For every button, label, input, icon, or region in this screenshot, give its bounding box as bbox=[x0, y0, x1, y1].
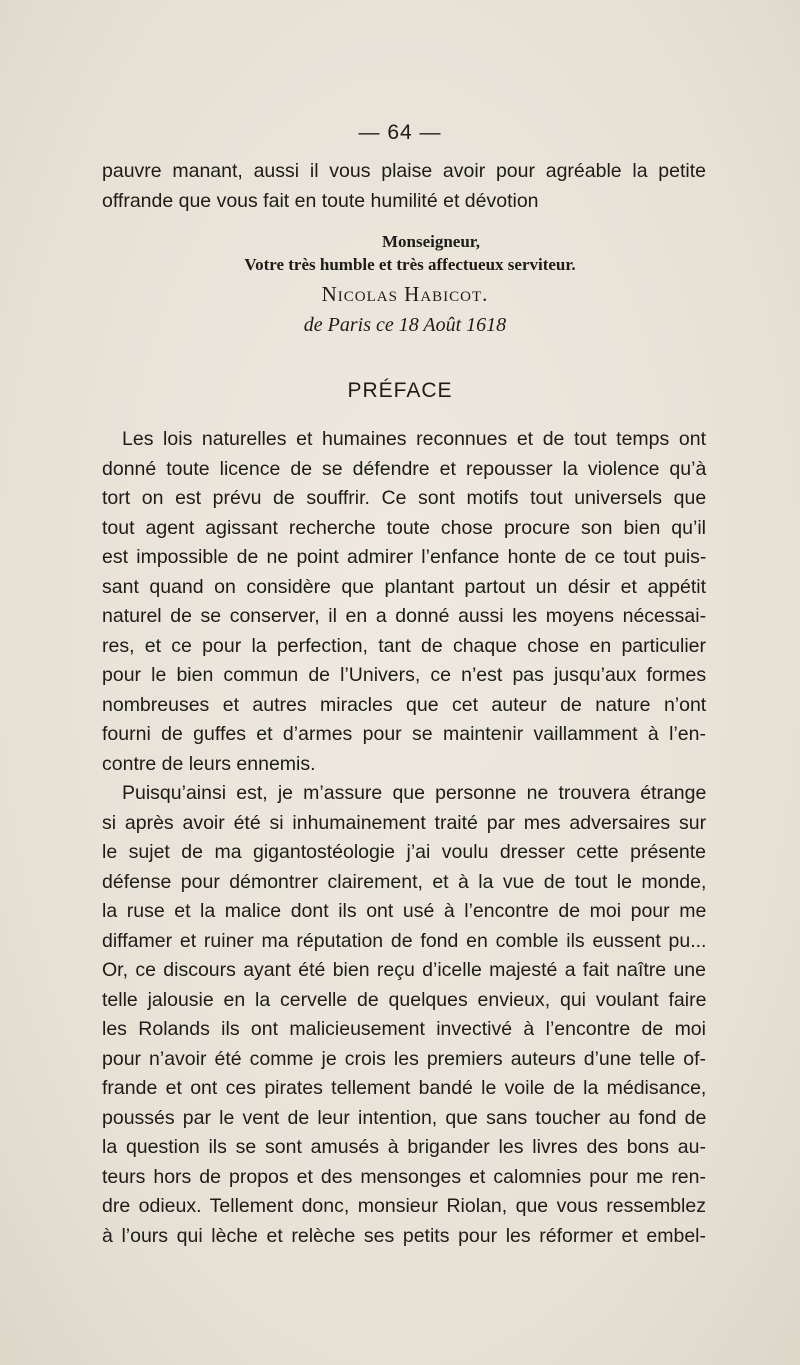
text-line: donné toute licence de se défendre et repousser la violence qu’à bbox=[102, 457, 707, 480]
preface-paragraph-2 bbox=[102, 779, 706, 1251]
text-line: poussés par le vent de leur intention, que sans toucher au fond de bbox=[102, 1106, 707, 1129]
text-line: tout agent agissant recherche toute chose procure son bien qu’il bbox=[102, 516, 706, 539]
text-line: Or, ce discours ayant été bien reçu d’icelle majesté a fait naître une bbox=[102, 959, 706, 981]
text-line: frande et ont ces pirates tellement bandé le voile de la médisance, bbox=[102, 1077, 707, 1099]
text-line: pauvre manant, aussi il vous plaise avoir pour agréable la petite bbox=[102, 160, 706, 182]
page-number: — 64 — bbox=[358, 121, 442, 144]
text-line: nombreuses et autres miracles que cet auteur de nature n’ont bbox=[102, 693, 707, 716]
signature-closing: Votre très humble et très affectueux serviteur. bbox=[244, 255, 576, 274]
text-line: est impossible de ne point admirer l’enfance honte de ce tout puis- bbox=[102, 546, 707, 568]
signature-date: de Paris ce 18 Août 1618 bbox=[303, 314, 507, 336]
text-line: la question ils se sont amusés à brigander les livres des bons au- bbox=[102, 1136, 706, 1158]
text-line: si après avoir été si inhumainement traité par mes adversaires sur bbox=[102, 811, 707, 834]
text-line: Puisqu’ainsi est, je m’assure que personne ne trouvera étrange bbox=[122, 782, 707, 804]
signature-name: Nicolas Habicot. bbox=[321, 282, 489, 306]
text-line: contre de leurs ennemis. bbox=[102, 752, 316, 775]
intro-paragraph bbox=[102, 157, 706, 216]
text-line: Les lois naturelles et humaines reconnues et de tout temps ont bbox=[122, 428, 706, 450]
text-line: naturel de se conserver, il en a donné aussi les moyens nécessai- bbox=[102, 605, 707, 627]
signature-salutation: Monseigneur, bbox=[381, 232, 481, 251]
text-line: les Rolands ils ont malicieusement invectivé à l’encontre de moi bbox=[102, 1018, 706, 1040]
text-line: dre odieux. Tellement donc, monsieur Riolan, que vous ressemblez bbox=[102, 1195, 706, 1217]
section-title: PRÉFACE bbox=[347, 379, 453, 402]
text-line: le sujet de ma gigantostéologie j’ai voulu dresser cette présente bbox=[102, 841, 706, 863]
text-line: sant quand on considère que plantant partout un désir et appétit bbox=[102, 575, 706, 598]
text-line: fourni de guffes et d’armes pour se maintenir vaillamment à l’en- bbox=[102, 723, 706, 745]
text-line: telle jalousie en la cervelle de quelques envieux, qui voulant faire bbox=[102, 988, 707, 1011]
text-line: diffamer et ruiner ma réputation de fond en comble ils eussent pu... bbox=[102, 929, 707, 952]
text-line: pour le bien commun de l’Univers, ce n’est pas jusqu’aux formes bbox=[102, 664, 707, 686]
preface-paragraph-1 bbox=[102, 425, 706, 779]
text-line: pour n’avoir été comme je crois les premiers auteurs d’une telle of- bbox=[102, 1047, 706, 1070]
text-line: tort on est prévu de souffrir. Ce sont motifs tout universels que bbox=[102, 487, 707, 509]
text-line: offrande que vous fait en toute humilité et dévotion bbox=[102, 189, 539, 212]
text-line: à l’ours qui lèche et relèche ses petits pour les réformer et embel- bbox=[102, 1224, 706, 1247]
text-line: teurs hors de propos et des mensonges et calomnies pour me ren- bbox=[102, 1165, 706, 1188]
text-line: défense pour démontrer clairement, et à la vue de tout le monde, bbox=[102, 870, 707, 893]
text-line: la ruse et la malice dont ils ont usé à l’encontre de moi pour me bbox=[102, 900, 707, 922]
text-line: res, et ce pour la perfection, tant de chaque chose en particulier bbox=[102, 634, 706, 657]
